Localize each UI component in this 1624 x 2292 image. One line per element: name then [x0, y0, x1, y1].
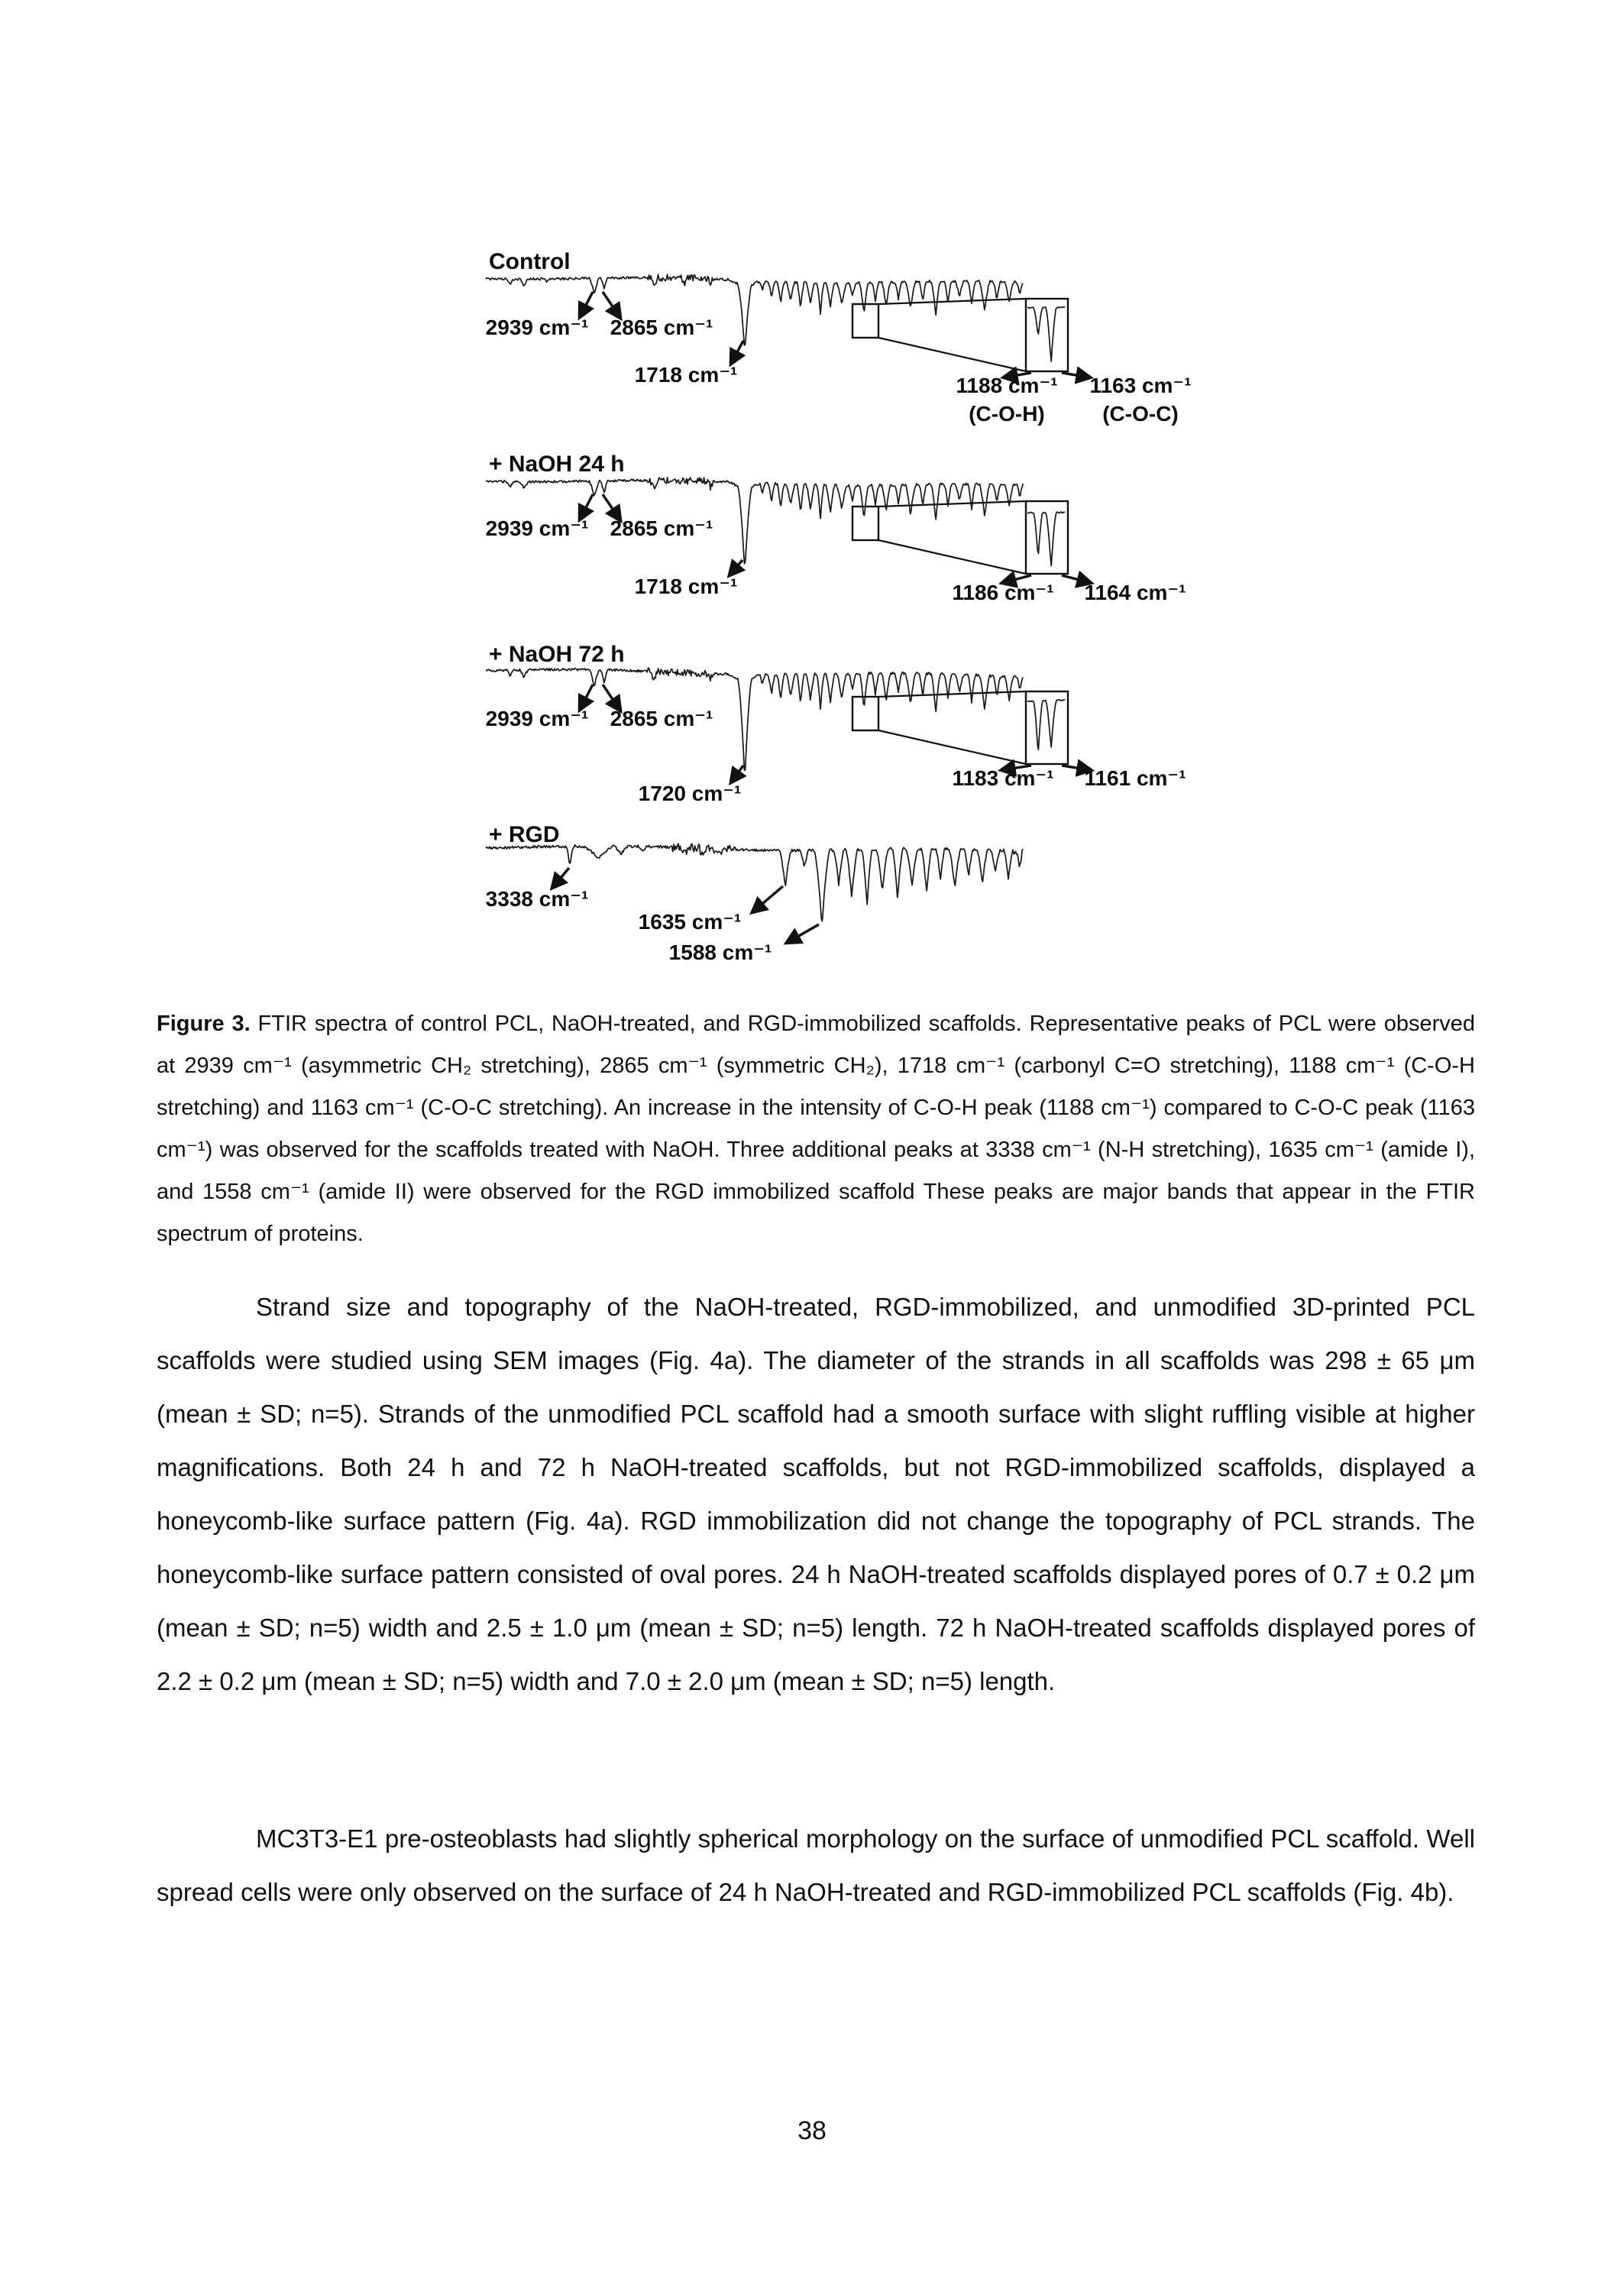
peak-arrow: [731, 341, 743, 364]
ftir-panel-naoh-24h: [457, 445, 1209, 636]
peak-arrow: [603, 292, 620, 318]
peak-label-2865: 2865 cm⁻¹: [610, 316, 713, 339]
body-paragraph-2: MC3T3-E1 pre-osteoblasts had slightly spherical morphology on the surface of unmodified PCL scaffold. Well spread cells were only observed on the surface of 24 h NaOH-treated and RGD-immobilized PCL scaffolds (Fig. 4b).: [157, 1824, 1475, 1906]
peak-label-2939: 2939 cm⁻¹: [485, 516, 589, 540]
peak-label-2939: 2939 cm⁻¹: [485, 316, 589, 339]
peak-label-1163: 1163 cm⁻¹: [1089, 374, 1192, 397]
zoom-guide-top: [878, 501, 1026, 507]
ftir-panel-naoh-72h: [457, 636, 1209, 816]
page-number: 38: [797, 2116, 827, 2145]
peak-label-2939: 2939 cm⁻¹: [485, 707, 589, 730]
peak-label-1720: 1720 cm⁻¹: [638, 782, 742, 805]
peak-group-coh: (C-O-H): [969, 402, 1045, 426]
figure-caption-label: Figure 3.: [157, 1012, 251, 1036]
zoom-guide-bottom: [878, 730, 1026, 764]
figure-caption: [157, 1003, 1475, 1255]
peak-label-1718: 1718 cm⁻¹: [634, 363, 738, 387]
peak-label-1718: 1718 cm⁻¹: [634, 575, 738, 598]
peak-arrow: [580, 292, 593, 317]
peak-label-1183: 1183 cm⁻¹: [952, 766, 1054, 790]
zoom-box-large: [1026, 691, 1068, 764]
peak-label-2865: 2865 cm⁻¹: [610, 707, 713, 730]
zoom-box-small: [852, 697, 878, 730]
figure-caption-text: FTIR spectra of control PCL, NaOH-treated, and RGD-immobilized scaffolds. Representative peaks of PCL were observed at 2939 cm⁻¹ (asymmetric CH₂ stretching), 2865 cm⁻¹ (symmetric CH₂), 1718 cm⁻¹ (carbonyl C=O stretching), 1188 cm⁻¹ (C-O-H stretching) and 1163 cm⁻¹ (C-O-C stretching). An increase in the intensity of C-O-H peak (1188 cm⁻¹) compared to C-O-C peak (1163 cm⁻¹) was observed for the scaffolds treated with NaOH. Three additional peaks at 3338 cm⁻¹ (N-H stretching), 1635 cm⁻¹ (amide I), and 1558 cm⁻¹ (amide II) were observed for the RGD immobilized scaffold These peaks are major bands that appear in the FTIR spectrum of proteins.: [157, 1012, 1476, 1246]
peak-label-1188: 1188 cm⁻¹: [956, 374, 1058, 397]
panel-title: + NaOH 24 h: [489, 452, 625, 477]
peak-arrow: [1062, 373, 1090, 377]
ftir-panel-control: [457, 243, 1209, 445]
peak-label-2865: 2865 cm⁻¹: [610, 516, 713, 540]
peak-label-1588: 1588 cm⁻¹: [668, 940, 772, 964]
zoom-box-small: [852, 304, 878, 338]
zoom-inset-trace: [1027, 307, 1065, 361]
zoom-guide-bottom: [878, 540, 1026, 574]
zoom-guide-top: [878, 691, 1026, 697]
ftir-panel-rgd: [457, 816, 1209, 966]
peak-label-1161: 1161 cm⁻¹: [1084, 766, 1186, 790]
figure-3-ftir-spectra: [457, 243, 1209, 969]
peak-label-3338: 3338 cm⁻¹: [485, 887, 589, 911]
peak-group-coc: (C-O-C): [1102, 402, 1179, 426]
panel-title: + NaOH 72 h: [489, 642, 625, 667]
zoom-guide-top: [878, 299, 1026, 304]
peak-arrow: [552, 868, 569, 888]
peak-arrow: [730, 560, 742, 575]
peak-label-1186: 1186 cm⁻¹: [952, 581, 1054, 604]
zoom-inset-trace: [1027, 512, 1065, 566]
body-paragraph-1: Strand size and topography of the NaOH-treated, RGD-immobilized, and unmodified 3D-printed PCL scaffolds were studied using SEM images (Fig. 4a). The diameter of the strands in all scaffolds was 298 ± 65 μm (mean ± SD; n=5). Strands of the unmodified PCL scaffold had a smooth surface with slight ruffling visible at higher magnifications. Both 24 h and 72 h NaOH-treated scaffolds, but not RGD-immobilized scaffolds, displayed a honeycomb-like surface pattern (Fig. 4a). RGD immobilization did not change the topography of PCL strands. The honeycomb-like surface pattern consisted of oval pores. 24 h NaOH-treated scaffolds displayed pores of 0.7 ± 0.2 μm (mean ± SD; n=5) width and 2.5 ± 1.0 μm (mean ± SD; n=5) length. 72 h NaOH-treated scaffolds displayed pores of 2.2 ± 0.2 μm (mean ± SD; n=5) width and 7.0 ± 2.0 μm (mean ± SD; n=5) length.: [157, 1293, 1475, 1695]
peak-arrow: [752, 886, 783, 912]
zoom-inset-trace: [1027, 700, 1065, 750]
zoom-guide-bottom: [878, 338, 1026, 371]
peak-arrow: [787, 924, 819, 943]
peak-label-1635: 1635 cm⁻¹: [638, 910, 742, 934]
panel-title: Control: [489, 249, 571, 274]
peak-arrow: [731, 766, 743, 782]
zoom-box-small: [852, 507, 878, 540]
peak-label-1164: 1164 cm⁻¹: [1084, 581, 1186, 604]
panel-title: + RGD: [489, 822, 560, 847]
